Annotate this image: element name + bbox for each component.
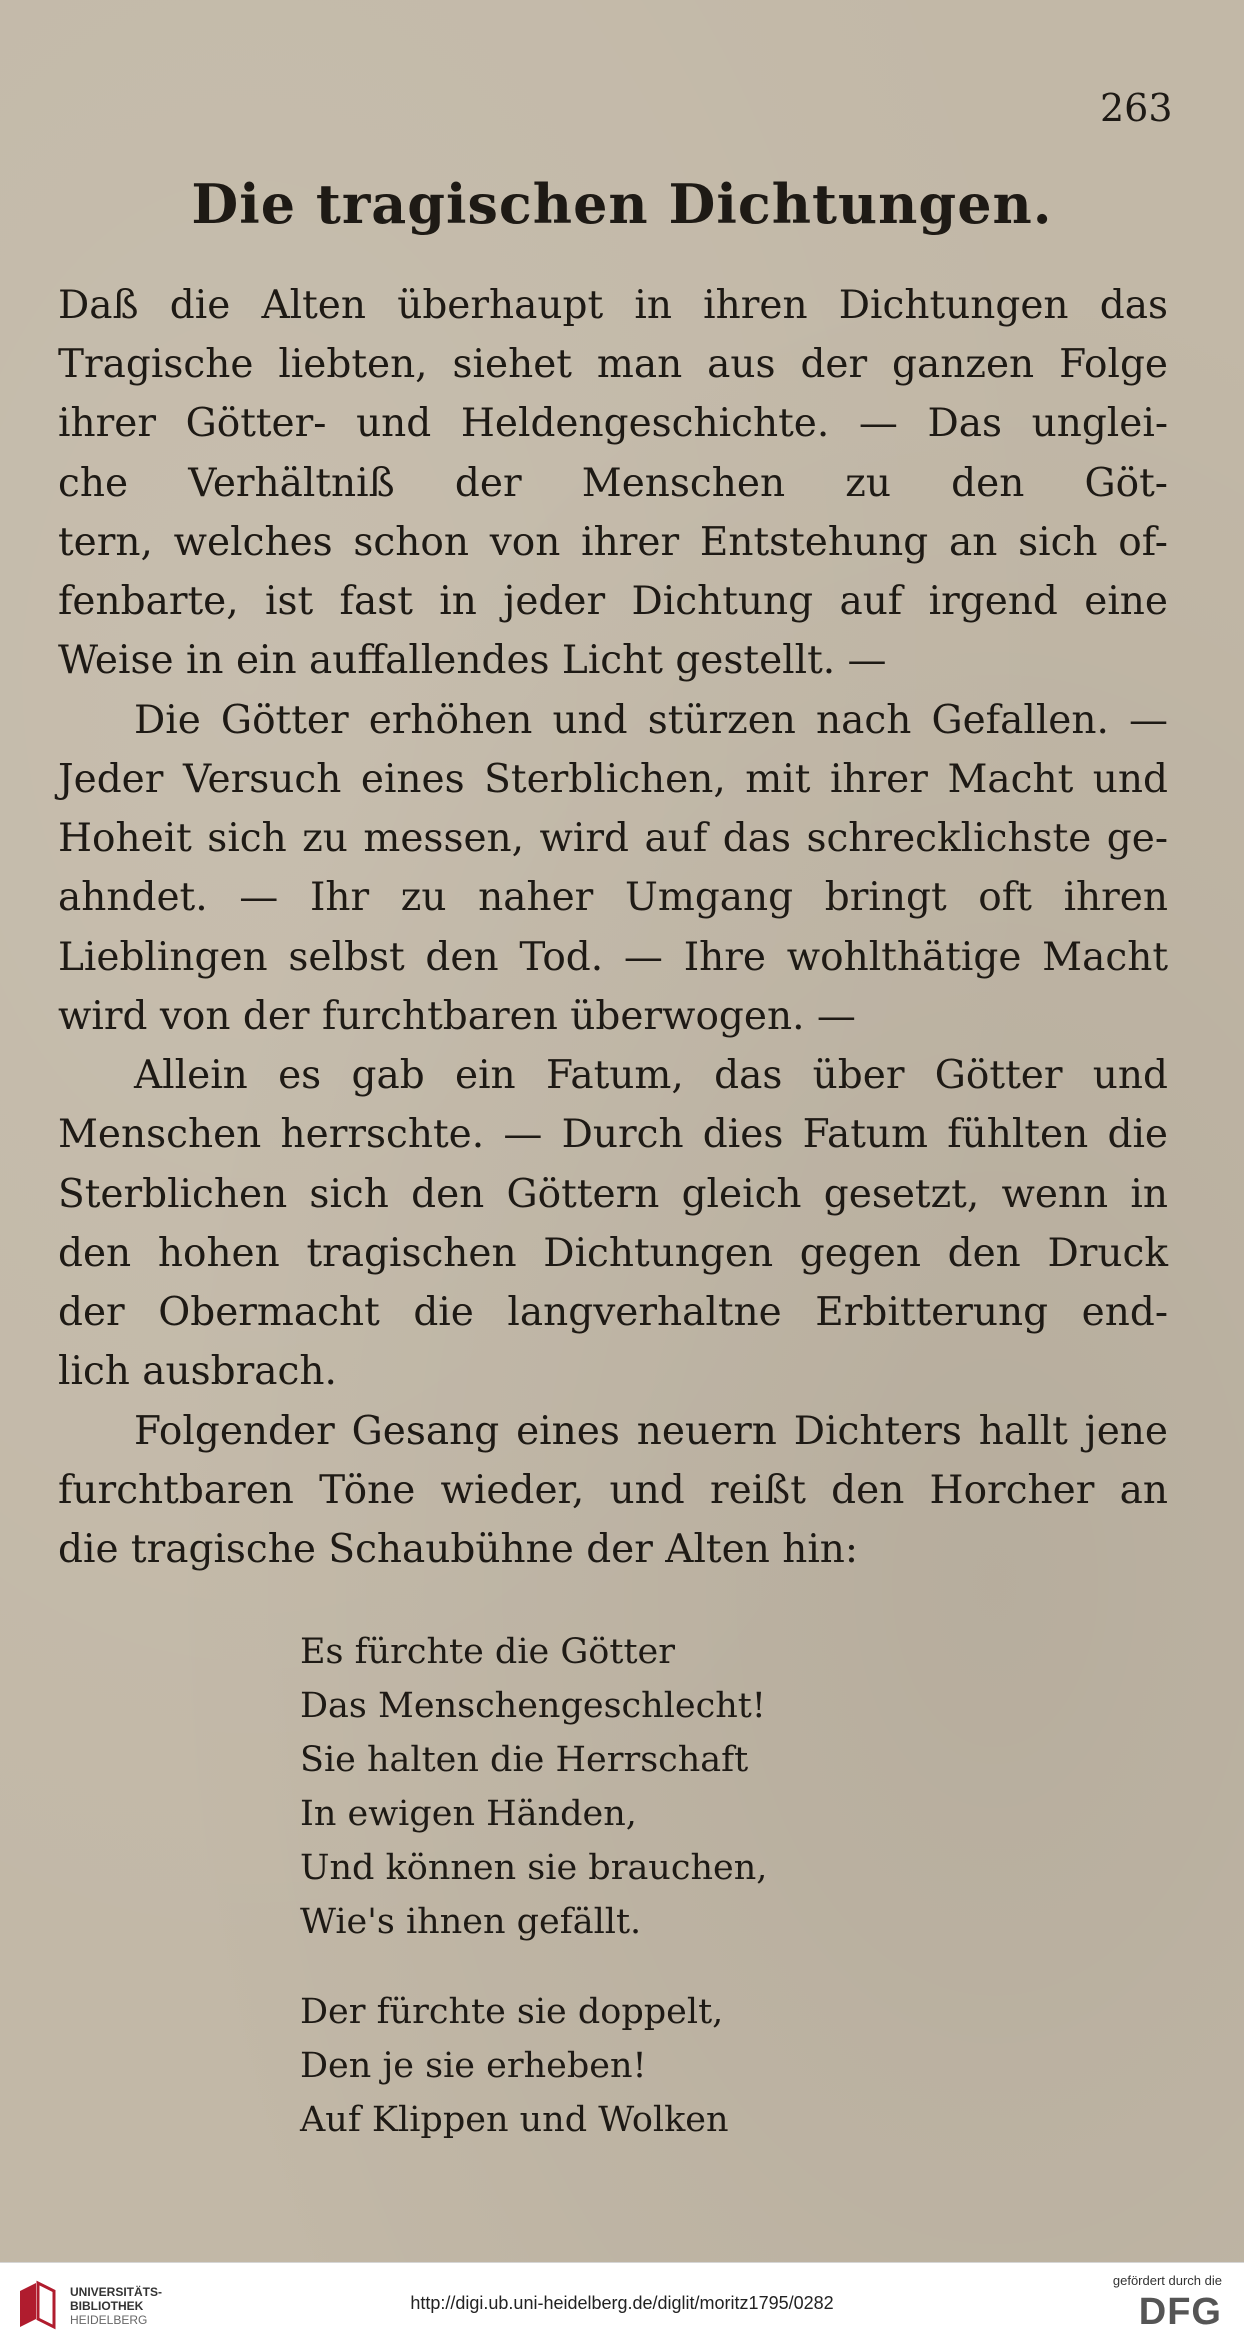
funding-note: gefördert durch die (1112, 2273, 1222, 2288)
poem-line: Es fürchte die Götter (300, 1632, 675, 1672)
text-line: Tragische liebten, siehet man aus der ganzen Folge (58, 342, 1168, 387)
text-line: Jeder Versuch eines Sterblichen, mit ihrer Macht und (58, 757, 1168, 802)
page-title: Die tragischen Dichtungen. (191, 172, 1053, 236)
text-line: wird von der furchtbaren überwogen. — (58, 994, 856, 1039)
text-line: Die Götter erhöhen und stürzen nach Gefallen. — (134, 698, 1168, 743)
text-line: den hohen tragischen Dichtungen gegen den Druck (58, 1231, 1168, 1276)
text-line: Menschen herrschte. — Durch dies Fatum fühlten die (58, 1112, 1168, 1157)
poem-line: Und können sie brauchen, (300, 1848, 768, 1888)
text-line: die tragische Schaubühne der Alten hin: (58, 1527, 859, 1572)
text-line: Lieblingen selbst den Tod. — Ihre wohlthätige Macht (58, 935, 1168, 980)
permalink-url[interactable]: http://digi.ub.uni-heidelberg.de/diglit/moritz1795/0282 (410, 2293, 834, 2313)
text-line: furchtbaren Töne wieder, und reißt den Horcher an (58, 1468, 1168, 1513)
page-number: 263 (1100, 86, 1173, 130)
text-line: der Obermacht die langverhaltne Erbitterung end- (58, 1290, 1168, 1335)
poem-line: Wie's ihnen gefällt. (300, 1902, 642, 1942)
text-line: Folgender Gesang eines neuern Dichters hallt jene (134, 1409, 1168, 1454)
viewer-footer (0, 2262, 1244, 2346)
text-line: Allein es gab ein Fatum, das über Götter und (134, 1053, 1168, 1098)
text-line: che Verhältniß der Menschen zu den Göt- (58, 461, 1168, 506)
poem-line: Auf Klippen und Wolken (300, 2100, 729, 2140)
text-line: lich ausbrach. (58, 1349, 337, 1394)
dfg-logo: DFG (1138, 2291, 1222, 2333)
poem-line: Das Menschengeschlecht! (300, 1686, 766, 1726)
poem-line: Der fürchte sie doppelt, (300, 1992, 724, 2032)
poem-line: Den je sie erheben! (300, 2046, 647, 2086)
poem-line: Sie halten die Herrschaft (300, 1740, 749, 1780)
library-name: UNIVERSITÄTS- BIBLIOTHEK HEIDELBERG (70, 2285, 163, 2327)
text-line: Weise in ein auffallendes Licht gestellt. — (58, 638, 887, 683)
poem-line: In ewigen Händen, (300, 1794, 637, 1834)
text-line: Daß die Alten überhaupt in ihren Dichtungen das (58, 283, 1168, 328)
text-line: fenbarte, ist fast in jeder Dichtung auf irgend eine (58, 579, 1168, 624)
text-line: Hoheit sich zu messen, wird auf das schrecklichste ge- (58, 816, 1168, 861)
text-line: ahndet. — Ihr zu naher Umgang bringt oft ihren (58, 875, 1168, 920)
text-line: ihrer Götter- und Heldengeschichte. — Das unglei- (58, 401, 1168, 446)
text-line: tern, welches schon von ihrer Entstehung an sich of- (58, 520, 1168, 565)
text-line: Sterblichen sich den Göttern gleich gesetzt, wenn in (58, 1172, 1168, 1217)
